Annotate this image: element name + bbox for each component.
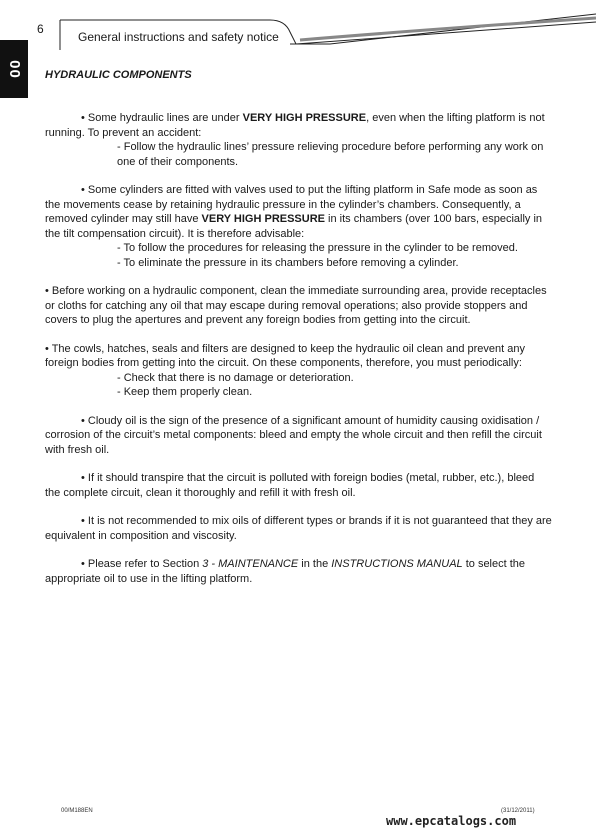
paragraph-4-subitem-1: - Check that there is no damage or deterioration.	[117, 371, 354, 384]
paragraph-2-lead: • Some cylinders are fitted with valves used to put the lifting platform in Safe mode as soon as the movements cease by retaining hydraulic pressure in the cylinder’s chambers. Consequently, a removed cylinder may still have	[45, 184, 538, 225]
document-body	[45, 111, 552, 600]
paragraph-1	[45, 111, 552, 140]
paragraph-4-subitem-2: - Keep them properly clean.	[117, 386, 253, 398]
paragraph-5: • Cloudy oil is the sign of the presence of a significant amount of humidity causing oxidisation / corrosion of the circuit’s metal components: bleed and empty the whole circuit and then refill the circuit with fresh oil.	[45, 414, 542, 456]
footer-date: (31/12/2011)	[501, 808, 535, 814]
section-reference: 3 - MAINTENANCE	[202, 558, 299, 570]
manual-reference: INSTRUCTIONS MANUAL	[331, 558, 463, 570]
chapter-tab	[0, 40, 28, 98]
paragraph-3: • Before working on a hydraulic component, clean the immediate surrounding area, provide receptacles or cloths for catching any oil that may escape during removal operations; also provide stoppers and covers to plug the apertures and prevent any foreign bodies from getting into the circuit.	[45, 285, 547, 326]
paragraph-2	[45, 183, 552, 241]
paragraph-8-lead: • Please refer to Section	[81, 558, 203, 570]
paragraph-1-tail: , even when the lifting platform is not running. To prevent an accident:	[45, 112, 545, 139]
paragraph-6: • If it should transpire that the circuit is polluted with foreign bodies (metal, rubber, etc.), bleed the complete circuit, clean it thoroughly and refill it with fresh oil.	[45, 472, 535, 499]
paragraph-4: • The cowls, hatches, seals and filters are designed to keep the hydraulic oil clean and prevent any foreign bodies from getting into the circuit. On these components, therefore, you must periodically:	[45, 342, 525, 369]
paragraph-8-mid: in the	[298, 558, 332, 570]
watermark-url: www.epcatalogs.com	[386, 814, 517, 828]
paragraph-2-subitem-2: - To eliminate the pressure in its chambers before removing a cylinder.	[117, 256, 459, 269]
paragraph-1-emphasis: VERY HIGH PRESSURE	[242, 112, 367, 124]
paragraph-2-subitem-1: - To follow the procedures for releasing the pressure in the cylinder to be removed.	[117, 242, 518, 254]
paragraph-2-emphasis: VERY HIGH PRESSURE	[201, 213, 325, 225]
paragraph-1-lead: • Some hydraulic lines are under	[81, 112, 243, 124]
header-title: General instructions and safety notice	[78, 30, 279, 44]
paragraph-8	[45, 557, 552, 586]
page-number: 6	[37, 22, 44, 36]
section-heading: HYDRAULIC COMPONENTS	[45, 69, 192, 81]
paragraph-1-subitem: - Follow the hydraulic lines’ pressure relieving procedure before performing any work on one of their components.	[117, 141, 544, 168]
chapter-number: 00	[5, 59, 23, 79]
paragraph-8-tail: to select the appropriate oil to use in the lifting platform.	[45, 558, 526, 585]
footer-doc-code: 00/M188EN	[61, 808, 93, 814]
paragraph-7: • It is not recommended to mix oils of different types or brands if it is not guaranteed that they are equivalent in composition and viscosity.	[45, 515, 552, 542]
paragraph-2-tail: in its chambers (over 100 bars, especially in the tilt compensation circuit). It is therefore advisable:	[45, 213, 543, 240]
